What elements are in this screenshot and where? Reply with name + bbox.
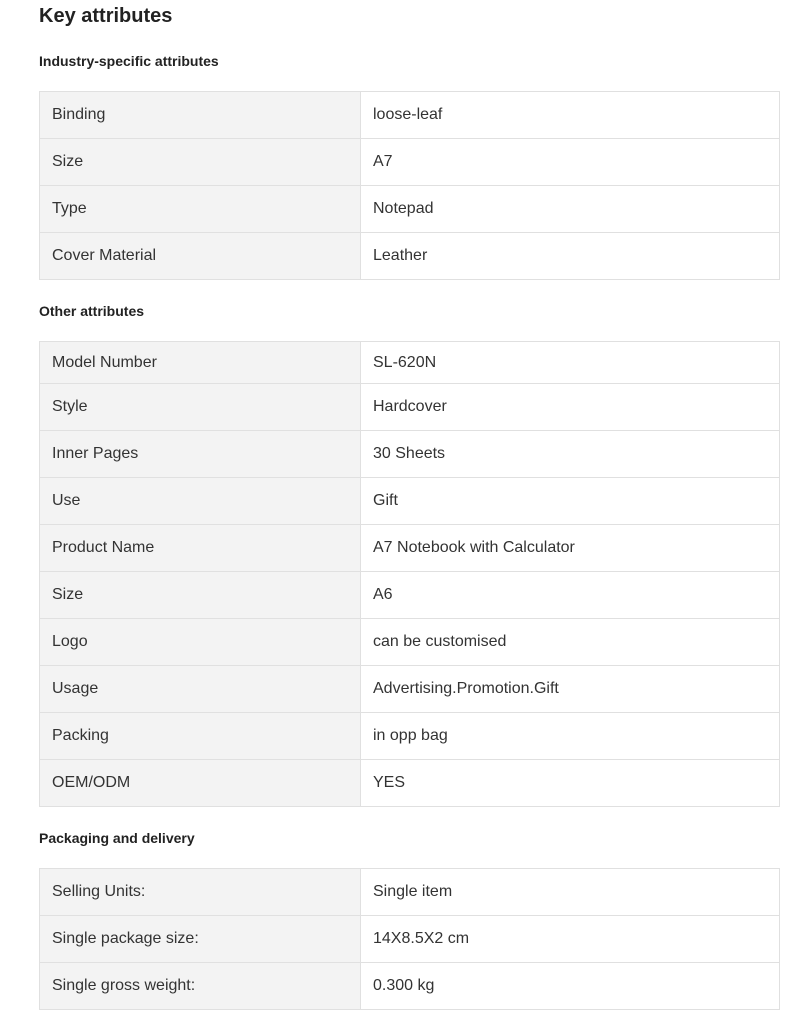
attribute-key: Binding	[40, 92, 361, 139]
page-title: Key attributes	[39, 5, 173, 27]
section-title-packaging: Packaging and delivery	[39, 830, 195, 846]
attribute-value: can be customised	[361, 619, 780, 666]
table-row	[40, 760, 780, 807]
attribute-value: A7	[361, 139, 780, 186]
table-row	[40, 916, 780, 963]
table-row	[40, 384, 780, 431]
table-row	[40, 525, 780, 572]
attribute-value: Gift	[361, 478, 780, 525]
attribute-value: in opp bag	[361, 713, 780, 760]
other-attributes-table	[39, 341, 780, 807]
section-title-industry: Industry-specific attributes	[39, 53, 219, 69]
attribute-value: 30 Sheets	[361, 431, 780, 478]
attribute-value: SL-620N	[361, 342, 780, 384]
table-row	[40, 869, 780, 916]
attribute-key: Use	[40, 478, 361, 525]
attribute-key: Style	[40, 384, 361, 431]
packaging-delivery-table	[39, 868, 780, 1010]
table-row	[40, 233, 780, 280]
attribute-value: A6	[361, 572, 780, 619]
table-row	[40, 342, 780, 384]
attribute-value: loose-leaf	[361, 92, 780, 139]
attribute-key: Cover Material	[40, 233, 361, 280]
attribute-key: Model Number	[40, 342, 361, 384]
section-title-other: Other attributes	[39, 303, 145, 319]
table-row	[40, 619, 780, 666]
attribute-key: Size	[40, 572, 361, 619]
table-row	[40, 963, 780, 1010]
table-row	[40, 186, 780, 233]
attribute-value: Advertising.Promotion.Gift	[361, 666, 780, 713]
attribute-value: 0.300 kg	[361, 963, 780, 1010]
table-row	[40, 572, 780, 619]
industry-attributes-table	[39, 91, 780, 280]
attribute-value: 14X8.5X2 cm	[361, 916, 780, 963]
table-row	[40, 713, 780, 760]
attribute-key: Type	[40, 186, 361, 233]
attribute-value: A7 Notebook with Calculator	[361, 525, 780, 572]
attribute-key: OEM/ODM	[40, 760, 361, 807]
table-row	[40, 431, 780, 478]
table-row	[40, 139, 780, 186]
attribute-value: YES	[361, 760, 780, 807]
attribute-key: Selling Units:	[40, 869, 361, 916]
table-row	[40, 92, 780, 139]
table-row	[40, 478, 780, 525]
attribute-key: Product Name	[40, 525, 361, 572]
attribute-key: Single package size:	[40, 916, 361, 963]
attribute-key: Logo	[40, 619, 361, 666]
attribute-key: Size	[40, 139, 361, 186]
attribute-key: Inner Pages	[40, 431, 361, 478]
attribute-key: Single gross weight:	[40, 963, 361, 1010]
attribute-value: Notepad	[361, 186, 780, 233]
attribute-value: Leather	[361, 233, 780, 280]
attribute-value: Hardcover	[361, 384, 780, 431]
attribute-key: Packing	[40, 713, 361, 760]
table-row	[40, 666, 780, 713]
attribute-value: Single item	[361, 869, 780, 916]
attribute-key: Usage	[40, 666, 361, 713]
